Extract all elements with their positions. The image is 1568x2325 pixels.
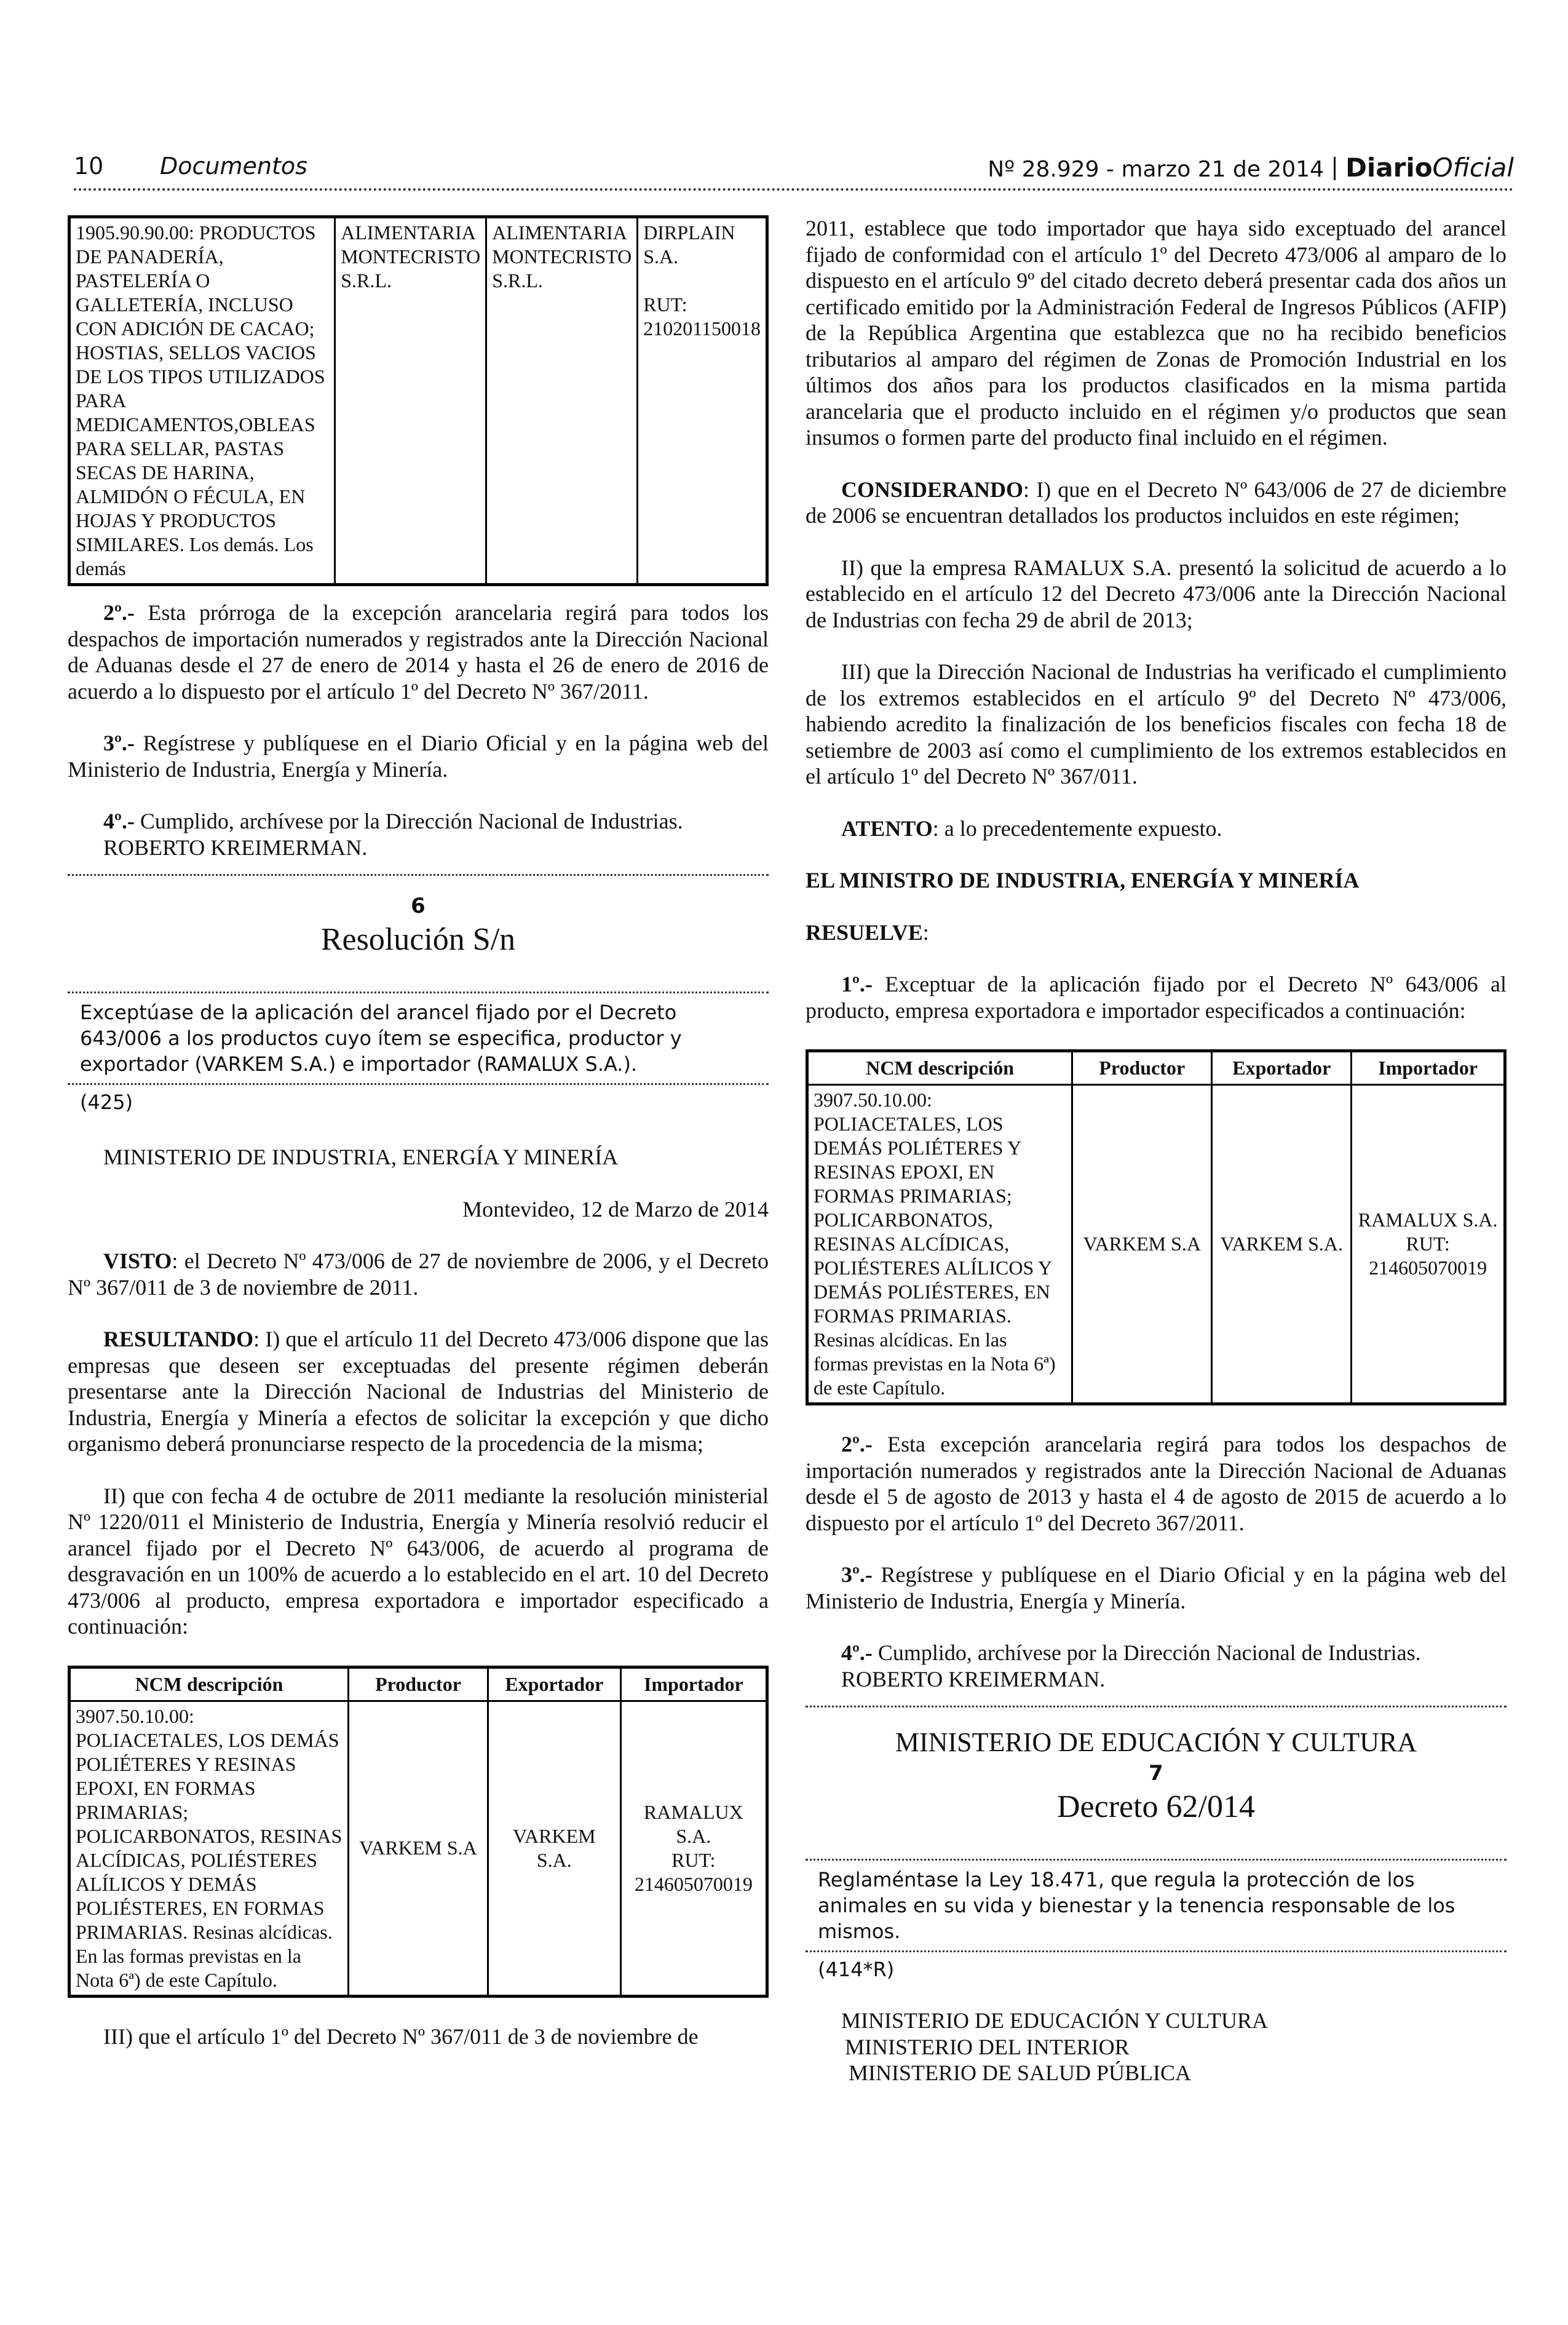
header-separator bbox=[1334, 157, 1336, 180]
resultando-i: RESULTANDO: I) que el artículo 11 del Decreto 473/006 dispone que las empresas que deseen ser exceptuadas del presente régimen deberán presentarse ante la Dirección Nacional de Industrias del Ministerio de Industria, Energía y Minería a efectos de solicitar la excepción y que dicho organismo deberá pronunciarse respecto de la procedencia de la misma; bbox=[68, 1327, 769, 1456]
article-label: 1º.- bbox=[841, 972, 873, 996]
article-label: 2º.- bbox=[103, 600, 135, 625]
header-exportador: Exportador bbox=[1212, 1051, 1352, 1085]
atento-label: ATENTO bbox=[841, 816, 933, 841]
importador-rut: 210201150018 bbox=[643, 317, 761, 340]
table-header-row bbox=[807, 1051, 1505, 1085]
products-table-dirplain bbox=[68, 215, 769, 586]
considerando-iii: III) que la Dirección Nacional de Industrias ha verificado el cumplimiento de los extremos establecidos en el artículo 9º del Decreto Nº 473/006, habiendo acredito la finalización de los beneficios fiscales con fecha 18 de setiembre de 2003 así como el cumplimiento de los extremos establecidos en el artículo 1º del Decreto Nº 367/011. bbox=[806, 659, 1507, 789]
resultando-ii: II) que con fecha 4 de octubre de 2011 mediante la resolución ministerial Nº 1220/011 el Ministerio de Industria, Energía y Minería resolvió reducir el arancel fijado por el Decreto Nº 643/006, de acuerdo al programa de desgravación en un 100% de acuerdo a lo establecido en el art. 10 del Decreto 473/006 al producto, empresa exportadora e importador especificado a continuación: bbox=[68, 1483, 769, 1639]
visto: VISTO: el Decreto Nº 473/006 de 27 de noviembre de 2006, y el Decreto Nº 367/011 de 3 de noviembre de 2011. bbox=[68, 1249, 769, 1300]
article-label: 3º.- bbox=[103, 731, 135, 755]
item-title: Decreto 62/014 bbox=[1056, 1789, 1255, 1824]
brand-diario: Diario bbox=[1345, 153, 1433, 183]
ncm-cell: 3907.50.10.00: POLIACETALES, LOS DEMÁS POLIÉTERES Y RESINAS EPOXI, EN FORMAS PRIMARIAS; POLICARBONATOS, RESINAS ALCÍDICAS, POLIÉSTERES ALÍLICOS Y DEMÁS POLIÉSTERES, EN FORMAS PRIMARIAS. Resinas alcídicas. En las formas previstas en la Nota 6ª) de este Capítulo. bbox=[807, 1085, 1072, 1404]
header-productor: Productor bbox=[349, 1667, 488, 1701]
products-table-varkem bbox=[68, 1666, 769, 1998]
ncm-cell: 1905.90.90.00: PRODUCTOS DE PANADERÍA, PASTELERÍA O GALLETERÍA, INCLUSO CON ADICIÓN DE CACAO; HOSTIAS, SELLOS VACIOS DE LOS TIPOS UTILIZADOS PARA MEDICAMENTOS,OBLEAS PARA SELLAR, PASTAS SECAS DE HARINA, ALMIDÓN O FÉCULA, EN HOJAS Y PRODUCTOS SIMILARES. Los demás. Los demás bbox=[69, 217, 335, 585]
considerando-ii: II) que la empresa RAMALUX S.A. presentó la solicitud de acuerdo a lo establecido en el artículo 12 del Decreto 473/006 ante la Dirección Nacional de Industrias con fecha 29 de abril de 2013; bbox=[806, 555, 1507, 632]
exportador-cell: ALIMENTARIA MONTECRISTO S.R.L. bbox=[486, 217, 638, 585]
table-row bbox=[69, 217, 767, 585]
left-column bbox=[68, 215, 769, 2049]
article-label: 4º.- bbox=[103, 809, 135, 833]
considerando-label: CONSIDERANDO bbox=[841, 477, 1024, 502]
importador-name: RAMALUX S.A. bbox=[643, 1800, 743, 1847]
signature: ROBERTO KREIMERMAN. bbox=[103, 835, 368, 860]
brand-oficial: Oficial bbox=[1432, 153, 1514, 183]
item-number: 6 bbox=[411, 894, 426, 918]
importador-cell bbox=[638, 217, 767, 585]
considerando-i: CONSIDERANDO: I) que en el Decreto Nº 643/006 de 27 de diciembre de 2006 se encuentran detallados los productos incluidos en este régimen; bbox=[806, 477, 1507, 528]
section-ministry: MINISTERIO DE EDUCACIÓN Y CULTURA bbox=[895, 1727, 1417, 1757]
productor-cell: VARKEM S.A bbox=[349, 1701, 488, 1996]
signing-ministries bbox=[806, 2008, 1507, 2086]
header-importador: Importador bbox=[620, 1667, 767, 1701]
importador-cell bbox=[620, 1701, 767, 1996]
importador-rut-label: RUT: bbox=[1406, 1233, 1450, 1255]
ministry-line: MINISTERIO DE SALUD PÚBLICA bbox=[849, 2061, 1191, 2085]
place-date: Montevideo, 12 de Marzo de 2014 bbox=[462, 1196, 769, 1222]
atento: ATENTO: a lo precedentemente expuesto. bbox=[841, 816, 1222, 841]
signature: ROBERTO KREIMERMAN. bbox=[841, 1666, 1106, 1691]
table-row bbox=[69, 1701, 767, 1996]
article-4: 4º.- Cumplido, archívese por la Dirección Nacional de Industrias. bbox=[841, 1640, 1421, 1665]
resultando-iii-continued: 2011, establece que todo importador que haya sido exceptuado del arancel fijado de conformidad con el artículo 1º del Decreto 473/006 al amparo de lo dispuesto en el artículo 9º del citado decreto deberá presentar cada dos años un certificado emitido por la Administración Federal de Ingresos Públicos (AFIP) de la República Argentina que establezca que no ha recibido beneficios tributarios al amparo del régimen de Zonas de Promoción Industrial en los últimos dos años para los productos clasificados en la misma partida arancelaria que el producto incluido en el régimen y/o productos que sean insumos o formen parte del producto final incluido en el régimen. bbox=[806, 216, 1507, 450]
importador-rut-label: RUT: bbox=[643, 293, 687, 316]
article-label: 4º.- bbox=[841, 1640, 873, 1665]
page-number: 10 bbox=[74, 153, 104, 180]
visto-label: VISTO bbox=[103, 1249, 172, 1273]
header-importador: Importador bbox=[1352, 1051, 1505, 1085]
item-code: (414*R) bbox=[818, 1958, 895, 1981]
ministry-line: MINISTERIO DEL INTERIOR bbox=[845, 2034, 1130, 2059]
importador-name: RAMALUX S.A. bbox=[1358, 1209, 1498, 1231]
header-ncm: NCM descripción bbox=[807, 1051, 1072, 1085]
importador-rut: 214605070019 bbox=[1369, 1257, 1487, 1279]
table-row bbox=[807, 1085, 1505, 1404]
item-number: 7 bbox=[1149, 1761, 1163, 1786]
resuelve-heading: RESUELVE: bbox=[806, 920, 929, 945]
importador-rut-label: RUT: bbox=[671, 1848, 716, 1871]
ministry-line: MINISTERIO DE EDUCACIÓN Y CULTURA bbox=[841, 2008, 1268, 2033]
importador-rut: 214605070019 bbox=[634, 1872, 753, 1895]
productor-cell: ALIMENTARIA MONTECRISTO S.R.L. bbox=[335, 217, 486, 585]
table-header-row bbox=[69, 1667, 767, 1701]
importador-name: DIRPLAIN S.A. bbox=[643, 221, 735, 268]
section-name: Documentos bbox=[160, 153, 307, 180]
header-exportador: Exportador bbox=[488, 1667, 621, 1701]
item-summary: Exceptúase de la aplicación del arancel fijado por el Decreto 643/006 a los productos cuyo ítem se especifica, productor y exportador (VARKEM S.A.) e importador (RAMALUX S.A.). bbox=[80, 1001, 682, 1076]
exportador-cell: VARKEM S.A. bbox=[1212, 1085, 1352, 1404]
header-divider bbox=[74, 188, 1514, 191]
importador-cell bbox=[1352, 1085, 1505, 1404]
item-summary: Reglaméntase la Ley 18.471, que regula la protección de los animales en su vida y bienestar y la tenencia responsable de los mismos. bbox=[818, 1868, 1455, 1943]
article-label: 2º.- bbox=[841, 1432, 873, 1457]
article-3: 3º.- Regístrese y publíquese en el Diario Oficial y en la página web del Ministerio de Industria, Energía y Minería. bbox=[68, 731, 769, 782]
issue-number-date: Nº 28.929 - marzo 21 de 2014 bbox=[988, 157, 1324, 182]
issuing-ministry: MINISTERIO DE INDUSTRIA, ENERGÍA Y MINERÍA bbox=[103, 1145, 619, 1169]
page-header bbox=[74, 153, 1514, 189]
item-code: (425) bbox=[80, 1091, 133, 1114]
header-productor: Productor bbox=[1072, 1051, 1212, 1085]
resultando-iii-start: III) que el artículo 1º del Decreto Nº 367/011 de 3 de noviembre de bbox=[103, 2024, 699, 2049]
minister-heading: EL MINISTRO DE INDUSTRIA, ENERGÍA Y MINERÍA bbox=[806, 868, 1360, 892]
ncm-cell: 3907.50.10.00: POLIACETALES, LOS DEMÁS POLIÉTERES Y RESINAS EPOXI, EN FORMAS PRIMARIAS; POLICARBONATOS, RESINAS ALCÍDICAS, POLIÉSTERES ALÍLICOS Y DEMÁS POLIÉSTERES, EN FORMAS PRIMARIAS. Resinas alcídicas. En las formas previstas en la Nota 6ª) de este Capítulo. bbox=[69, 1701, 349, 1996]
article-2: 2º.- Esta excepción arancelaria regirá para todos los despachos de importación numerados y registrados ante la Dirección Nacional de Aduanas desde el 5 de agosto de 2013 y hasta el 4 de agosto de 2015 de acuerdo a lo dispuesto por el artículo 1º del Decreto 367/2011. bbox=[806, 1432, 1507, 1535]
article-label: 3º.- bbox=[841, 1562, 873, 1587]
products-table-varkem-resuelve bbox=[806, 1049, 1507, 1405]
item-title: Resolución S/n bbox=[320, 922, 516, 957]
right-column bbox=[806, 215, 1507, 2086]
article-1: 1º.- Exceptuar de la aplicación fijado por el Decreto Nº 643/006 al producto, empresa exportadora e importador especificados a continuación: bbox=[806, 972, 1507, 1023]
resultando-label: RESULTANDO bbox=[103, 1327, 254, 1351]
article-4: 4º.- Cumplido, archívese por la Dirección Nacional de Industrias. bbox=[103, 809, 683, 833]
article-2: 2º.- Esta prórroga de la excepción arancelaria regirá para todos los despachos de importación numerados y registrados ante la Dirección Nacional de Aduanas desde el 27 de enero de 2014 y hasta el 26 de enero de 2016 de acuerdo a lo dispuesto por el artículo 1º del Decreto Nº 367/2011. bbox=[68, 600, 769, 704]
article-3: 3º.- Regístrese y publíquese en el Diario Oficial y en la página web del Ministerio de Industria, Energía y Minería. bbox=[806, 1562, 1507, 1613]
issue-info bbox=[988, 153, 1514, 183]
header-ncm: NCM descripción bbox=[69, 1667, 349, 1701]
exportador-cell: VARKEM S.A. bbox=[488, 1701, 621, 1996]
productor-cell: VARKEM S.A bbox=[1072, 1085, 1212, 1404]
